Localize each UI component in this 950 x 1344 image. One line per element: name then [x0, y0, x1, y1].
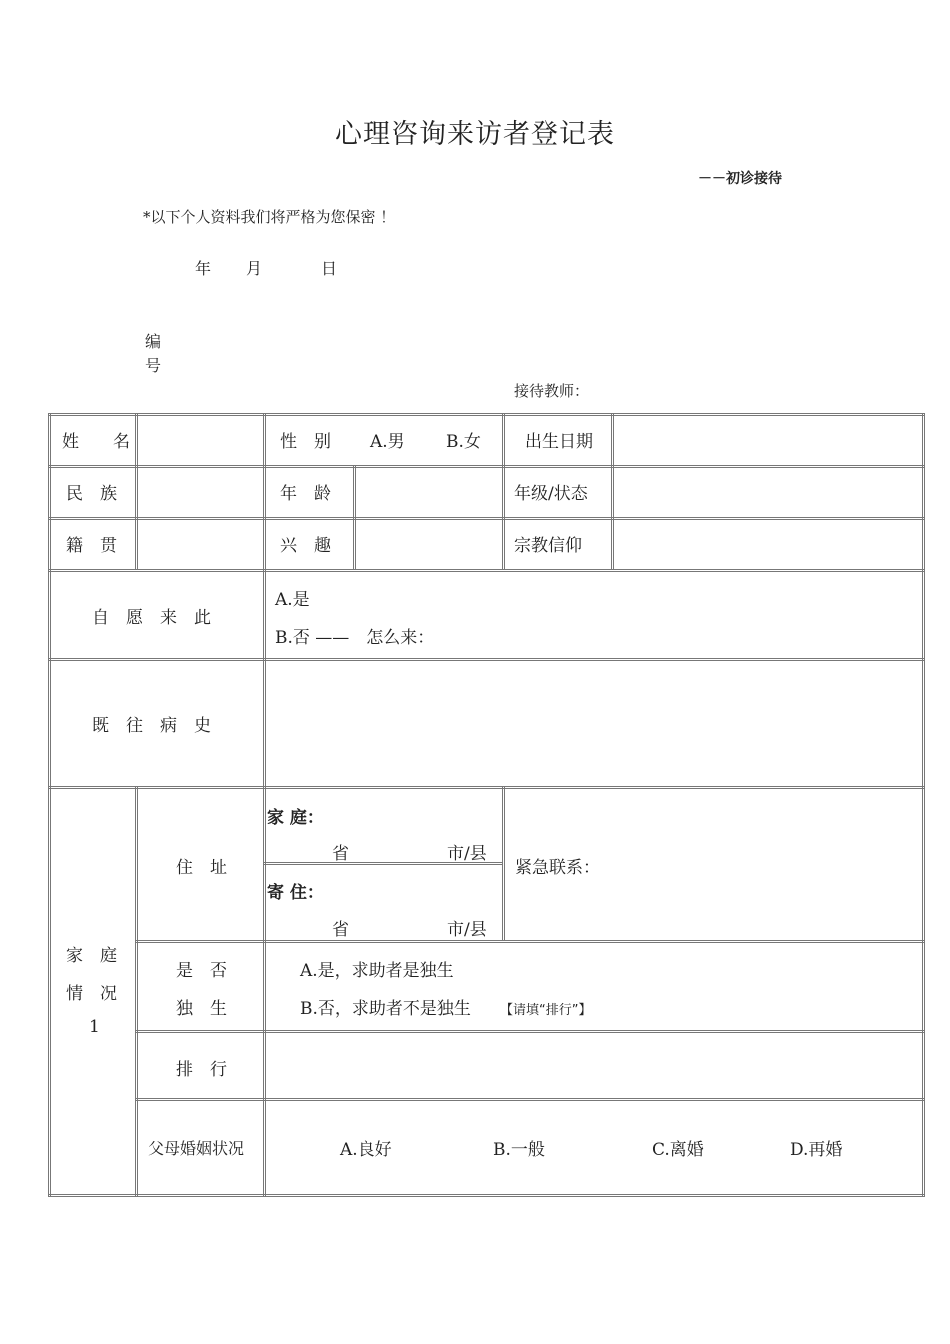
page-title: 心理咨询来访者登记表 — [335, 119, 615, 150]
gender-option-male[interactable]: A.男 — [370, 432, 405, 452]
privacy-notice: *以下个人资料我们将严格为您保密 ！ — [143, 208, 396, 226]
only-child-label: 是 否 — [176, 961, 227, 981]
marriage-option-remarried[interactable]: D.再婚 — [790, 1140, 843, 1160]
only-child-option-yes[interactable]: A.是，求助者是独生 — [300, 961, 454, 981]
ethnicity-label: 民 族 — [66, 484, 117, 504]
birth-date-label: 出生日期 — [525, 432, 593, 452]
only-child-option-no[interactable]: B.否，求助者不是独生 — [300, 999, 471, 1019]
gender-label: 性 别 — [280, 432, 331, 452]
native-place-label: 籍 贯 — [66, 536, 117, 556]
religion-label: 宗教信仰 — [514, 536, 582, 556]
parents-marriage-label: 父母婚姻状况 — [148, 1139, 245, 1158]
voluntary-option-yes[interactable]: A.是 — [275, 590, 310, 610]
date-year-label: 年 — [195, 259, 212, 278]
lodging-province-label: 省 — [332, 920, 349, 940]
grade-status-label: 年级/状态 — [514, 484, 588, 504]
home-city-label: 市/县 — [447, 844, 487, 864]
gender-option-female[interactable]: B.女 — [446, 432, 481, 452]
lodging-city-label: 市/县 — [447, 920, 487, 940]
name-label: 姓 名 — [62, 432, 130, 452]
medical-history-label: 既 往 病 史 — [92, 716, 211, 736]
page-subtitle: －－初诊接待 — [698, 171, 782, 187]
home-address-label: 家 庭： — [267, 808, 324, 828]
voluntary-option-no[interactable]: B.否 —— 怎么来： — [275, 628, 435, 648]
marriage-option-good[interactable]: A.良好 — [340, 1140, 392, 1160]
birth-rank-label: 排 行 — [176, 1060, 227, 1080]
home-province-label: 省 — [332, 844, 349, 864]
voluntary-visit-label: 自 愿 来 此 — [92, 608, 211, 628]
emergency-contact-label: 紧急联系： — [515, 858, 600, 878]
marriage-option-average[interactable]: B.一般 — [493, 1140, 545, 1160]
only-child-label-2: 独 生 — [176, 999, 227, 1019]
marriage-option-divorced[interactable]: C.离婚 — [652, 1140, 704, 1160]
serial-number-label: 编号 — [145, 332, 162, 375]
lodging-address-label: 寄 住： — [267, 883, 324, 903]
family-situation-index: 1 — [89, 1017, 100, 1037]
receiving-teacher-label: 接待教师： — [514, 382, 590, 400]
date-day-label: 日 — [321, 259, 338, 278]
registration-form-table — [48, 413, 925, 1197]
only-child-note: 【请填“排行”】 — [500, 1003, 592, 1018]
family-situation-label: 家 庭 — [66, 946, 117, 966]
age-label: 年 龄 — [280, 484, 331, 504]
address-label: 住 址 — [176, 858, 227, 878]
hobby-label: 兴 趣 — [280, 536, 331, 556]
family-situation-label-2: 情 况 — [66, 984, 117, 1004]
date-month-label: 月 — [246, 259, 263, 278]
